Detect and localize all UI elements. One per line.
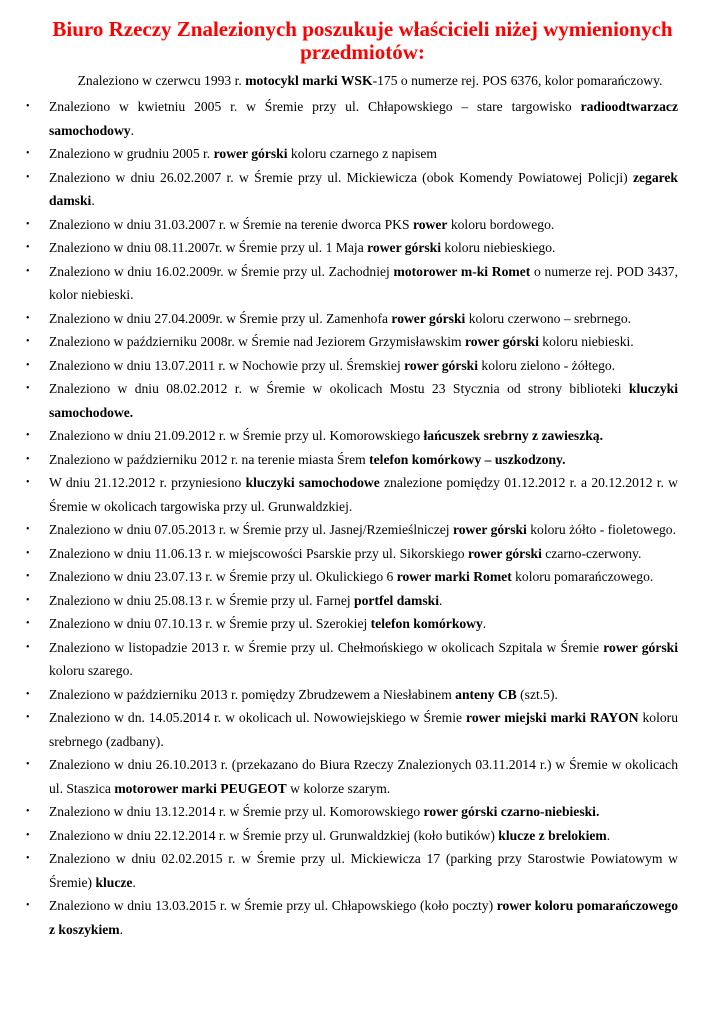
item-highlight: łańcuszek srebrny z zawieszką. <box>423 428 604 443</box>
list-item <box>0 636 725 683</box>
item-text: koloru czarnego z napisem <box>287 146 437 161</box>
item-text: Znaleziono w czerwcu 1993 r. <box>77 73 246 88</box>
list-item <box>0 706 725 753</box>
bullet-icon: • <box>26 453 30 465</box>
list-item <box>0 800 725 824</box>
list-item <box>0 471 725 518</box>
list-item <box>0 260 725 307</box>
list-item <box>0 824 725 848</box>
item-highlight: telefon komórkowy <box>370 616 483 631</box>
item-text: znalezione pomiędzy 01.12.2012 r. a 20.12.2012 r. w Śremie w okolicach targowiska przy ul. Grunwaldzkiej. <box>49 475 678 514</box>
item-text: Znaleziono w dniu 25.08.13 r. w Śremie przy ul. Farnej <box>49 592 355 608</box>
bullet-icon: • <box>26 242 30 253</box>
item-text: Znaleziono w dniu 08.02.2012 r. w Śremie w okolicach Mostu 23 Stycznia od strony biblioteki <box>49 381 629 396</box>
item-text: o numerze rej. POD 3437, kolor niebieski. <box>49 263 678 302</box>
bullet-icon: • <box>26 383 30 394</box>
item-text: W dniu 21.12.2012 r. przyniesiono <box>49 475 246 490</box>
item-text: Znaleziono w dniu 26.02.2007 r. w Śremie przy ul. Mickiewicza (obok Komendy Powiatowej Policji) <box>49 169 633 185</box>
bullet-icon: • <box>26 477 30 488</box>
item-highlight: rower górski <box>603 639 678 655</box>
bullet-icon: • <box>26 218 30 230</box>
item-text: Znaleziono w dn. 14.05.2014 r. w okolicach ul. Nowowiejskiego w Śremie <box>49 710 467 725</box>
item-text: Znaleziono w dniu 26.10.2013 r. (przekazano do Biura Rzeczy Znalezionych 03.11.2014 r.) w Śremie w okolicach ul. Staszica <box>49 757 678 796</box>
item-text: . <box>91 193 95 208</box>
item-highlight: rower górski <box>404 357 479 373</box>
item-text: Znaleziono w dniu 31.03.2007 r. w Śremie na terenie dworca PKS <box>49 216 413 232</box>
bullet-icon: • <box>26 618 30 629</box>
list-item <box>0 448 725 472</box>
item-text: czarno-czerwony. <box>541 545 642 561</box>
item-highlight: rower marki Romet <box>396 569 512 584</box>
item-text: . <box>119 921 124 937</box>
bullet-icon: • <box>26 359 30 371</box>
page-title: Biuro Rzeczy Znalezionych poszukuje właścicieli niżej wymienionych przedmiotów: <box>52 17 673 64</box>
found-items-list <box>0 95 725 941</box>
item-text: Znaleziono w listopadzie 2013 r. w Śremie przy ul. Chełmońskiego w okolicach Szpitala w Śremie <box>49 639 604 655</box>
list-item <box>0 354 725 378</box>
list-item <box>0 424 725 448</box>
list-item <box>0 166 725 213</box>
list-item <box>0 753 725 800</box>
item-text: . <box>482 616 487 631</box>
item-text: Znaleziono w dniu 16.02.2009r. w Śremie przy ul. Zachodniej <box>49 263 394 279</box>
bullet-icon: • <box>26 171 30 183</box>
bullet-icon: • <box>26 336 30 347</box>
bullet-icon: • <box>26 312 30 324</box>
intro-line <box>40 72 700 90</box>
item-text: koloru szarego. <box>49 663 133 678</box>
item-highlight: rower górski <box>467 545 542 561</box>
list-item <box>0 612 725 636</box>
item-highlight: rower górski <box>391 310 466 326</box>
item-text: Znaleziono w dniu 22.12.2014 r. w Śremie przy ul. Grunwaldzkiej (koło butików) <box>49 827 499 843</box>
item-text: Znaleziono w dniu 13.12.2014 r. w Śremie przy ul. Komorowskiego <box>49 804 424 819</box>
bullet-icon: • <box>26 547 30 559</box>
item-text: . <box>606 827 611 843</box>
item-highlight: rower górski <box>452 522 527 537</box>
bullet-icon: • <box>26 101 30 112</box>
item-highlight: klucze <box>95 874 133 890</box>
item-text: . <box>130 122 134 138</box>
item-text: koloru pomarańczowego. <box>511 569 654 584</box>
bullet-icon: • <box>26 430 30 441</box>
item-text: Znaleziono w październiku 2012 r. na terenie miasta Śrem <box>49 451 370 467</box>
list-item <box>0 847 725 894</box>
item-text: Znaleziono w październiku 2008r. w Śremie nad Jeziorem Grzymisławskim <box>49 334 466 349</box>
list-item <box>0 565 725 589</box>
list-item <box>0 683 725 707</box>
item-text: Znaleziono w dniu 13.07.2011 r. w Nochowie przy ul. Śremskiej <box>49 357 405 373</box>
item-text: koloru srebrnego (zadbany). <box>49 710 678 749</box>
list-item <box>0 894 725 941</box>
item-text: Znaleziono w dniu 07.05.2013 r. w Śremie przy ul. Jasnej/Rzemieślniczej <box>49 522 453 537</box>
item-highlight: portfel damski <box>354 592 440 608</box>
list-item <box>0 377 725 424</box>
list-item <box>0 236 725 260</box>
item-highlight: rower <box>412 216 448 232</box>
bullet-icon: • <box>26 641 30 653</box>
item-text: koloru niebieski. <box>538 334 634 349</box>
item-text: Znaleziono w grudniu 2005 r. <box>49 146 214 161</box>
bullet-icon: • <box>26 900 30 911</box>
item-highlight: kluczyki samochodowe <box>245 475 380 490</box>
item-highlight: motorower marki PEUGEOT <box>114 780 287 796</box>
bullet-icon: • <box>26 759 30 770</box>
list-item <box>0 95 725 142</box>
item-highlight: rower górski czarno-niebieski. <box>423 804 600 819</box>
item-highlight: telefon komórkowy – uszkodzony. <box>369 451 566 467</box>
list-item <box>0 589 725 613</box>
list-item <box>0 518 725 542</box>
item-text: (szt.5). <box>516 686 558 702</box>
list-item <box>0 542 725 566</box>
item-highlight: motocykl marki WSK <box>245 73 373 88</box>
item-text: Znaleziono w dniu 23.07.13 r. w Śremie przy ul. Okulickiego 6 <box>49 569 397 584</box>
item-text: Znaleziono w październiku 2013 r. pomiędzy Zbrudzewem a Niesłabinem <box>49 686 456 702</box>
bullet-icon: • <box>26 524 30 535</box>
item-text: Znaleziono w dniu 13.03.2015 r. w Śremie przy ul. Chłapowskiego (koło poczty) <box>49 898 497 913</box>
item-highlight: radioodtwarzacz samochodowy <box>49 99 678 138</box>
bullet-icon: • <box>26 712 30 723</box>
item-highlight: rower górski <box>367 240 442 255</box>
bullet-icon: • <box>26 829 30 841</box>
bullet-icon: • <box>26 265 30 277</box>
item-highlight: motorower m-ki Romet <box>393 263 531 279</box>
item-highlight: kluczyki samochodowe. <box>49 381 678 420</box>
item-text: Znaleziono w dniu 27.04.2009r. w Śremie przy ul. Zamenhofa <box>49 310 392 326</box>
item-text: Znaleziono w dniu 07.10.13 r. w Śremie przy ul. Szerokiej <box>49 616 371 631</box>
item-text: koloru niebieskiego. <box>441 240 556 255</box>
bullet-icon: • <box>26 688 30 700</box>
list-item <box>0 213 725 237</box>
item-text: . <box>439 592 443 608</box>
item-highlight: klucze z brelokiem <box>498 827 607 843</box>
item-highlight: rower górski <box>213 146 288 161</box>
item-text: Znaleziono w dniu 11.06.13 r. w miejscowości Psarskie przy ul. Sikorskiego <box>49 545 468 561</box>
item-text: Znaleziono w dniu 02.02.2015 r. w Śremie przy ul. Mickiewicza 17 (parking przy Starostwie Powiatowym w Śremie) <box>49 851 678 890</box>
item-highlight: anteny CB <box>455 686 517 702</box>
bullet-icon: • <box>26 594 30 606</box>
bullet-icon: • <box>26 148 30 159</box>
item-text: -175 o numerze rej. POS 6376, kolor pomarańczowy. <box>372 73 663 88</box>
item-text: koloru czerwono – srebrnego. <box>465 310 632 326</box>
item-highlight: zegarek damski <box>49 169 678 208</box>
list-item <box>0 307 725 331</box>
item-highlight: rower miejski marki RAYON <box>466 710 639 725</box>
item-text: koloru zielono - żółtego. <box>478 357 616 373</box>
bullet-icon: • <box>26 571 30 582</box>
item-text: Znaleziono w dniu 21.09.2012 r. w Śremie przy ul. Komorowskiego <box>49 428 424 443</box>
item-text: Znaleziono w dniu 08.11.2007r. w Śremie przy ul. 1 Maja <box>49 240 368 255</box>
item-highlight: rower koloru pomarańczowego z koszykiem <box>49 898 678 937</box>
bullet-icon: • <box>26 853 30 864</box>
item-text: koloru żółto - fioletowego. <box>526 522 676 537</box>
list-item <box>0 142 725 166</box>
bullet-icon: • <box>26 806 30 817</box>
item-highlight: rower górski <box>465 334 539 349</box>
item-text: w kolorze szarym. <box>286 780 391 796</box>
item-text: . <box>132 874 136 890</box>
item-text: Znaleziono w kwietniu 2005 r. w Śremie przy ul. Chłapowskiego – stare targowisko <box>49 99 581 114</box>
list-item <box>0 330 725 354</box>
item-text: koloru bordowego. <box>447 216 555 232</box>
